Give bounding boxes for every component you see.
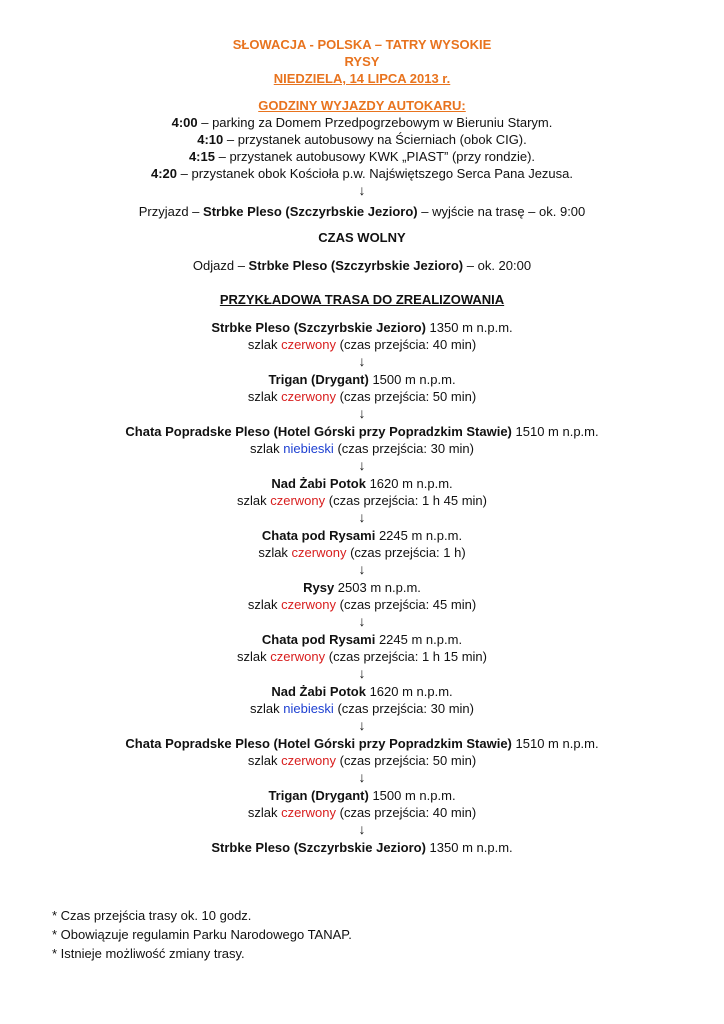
stop-line [0,319,724,336]
stop-line [0,683,724,700]
trail-prefix: szlak [237,493,271,508]
departure-text: – parking za Domem Przedpogrzebowym w Bieruniu Starym. [197,115,553,130]
trail-line [0,804,724,821]
departure-item [0,148,724,165]
stop-line [0,839,724,856]
trail-time: (czas przejścia: 40 min) [336,337,477,352]
route-stop [0,423,724,475]
trail-color: niebieski [283,701,334,716]
return-suffix: – ok. 20:00 [463,258,532,273]
document-header [0,36,724,87]
trail-time: (czas przejścia: 30 min) [333,441,474,456]
departure-time: 4:15 [188,149,215,164]
header-date: NIEDZIELA, 14 LIPCA 2013 r. [273,71,451,86]
arrow-down-icon: ↓ [358,821,366,837]
arrival-prefix: Przyjazd – [138,204,204,219]
arrival-suffix: – wyjście na trasę – ok. 9:00 [417,204,586,219]
stop-name: Nad Żabi Potok [271,684,366,699]
header-subtitle: RYSY [344,54,380,69]
note-item: * Czas przejścia trasy ok. 10 godz. [52,908,252,923]
departure-text: – przystanek autobusowy na Ścierniach (obok CIG). [223,132,527,147]
return-place: Strbke Pleso (Szczyrbskie Jezioro) [248,258,464,273]
trail-prefix: szlak [247,805,282,820]
stop-name: Nad Żabi Potok [271,476,366,491]
departure-item [0,165,724,182]
route-list [0,319,724,891]
trail-time: (czas przejścia: 1 h 45 min) [325,493,487,508]
route-stop [0,319,724,371]
stop-line [0,527,724,544]
stop-line [0,475,724,492]
stop-altitude: 1510 m n.p.m. [511,736,599,751]
stop-name: Rysy [303,580,335,595]
arrow-down-icon: ↓ [358,182,366,198]
trail-prefix: szlak [258,545,292,560]
departure-time: 4:10 [197,132,224,147]
route-stop [0,475,724,527]
stop-altitude: 1510 m n.p.m. [511,424,599,439]
note-item: * Obowiązuje regulamin Parku Narodowego TANAP. [52,927,352,942]
departure-item [0,131,724,148]
stop-name: Strbke Pleso (Szczyrbskie Jezioro) [211,320,426,335]
stop-line [0,787,724,804]
departure-text: – przystanek obok Kościoła p.w. Najświętszego Serca Pana Jezusa. [177,166,574,181]
trail-color: niebieski [283,441,334,456]
trail-line [0,700,724,717]
stop-name: Chata pod Rysami [261,632,376,647]
return-departure-line [0,257,724,274]
departures-section [0,97,724,199]
trail-time: (czas przejścia: 45 min) [336,597,477,612]
stop-line [0,371,724,388]
trail-color: czerwony [281,337,336,352]
note-item: * Istnieje możliwość zmiany trasy. [52,946,245,961]
stop-line [0,631,724,648]
stop-line [0,423,724,440]
header-title: SŁOWACJA - POLSKA – TATRY WYSOKIE [232,37,492,52]
arrival-line [0,203,724,220]
route-stop [0,787,724,839]
route-stop [0,839,724,891]
trail-prefix: szlak [247,753,282,768]
trail-color: czerwony [270,493,326,508]
trail-color: czerwony [281,805,336,820]
departure-item [0,114,724,131]
notes [52,906,352,963]
trail-color: czerwony [281,753,336,768]
stop-altitude: 1500 m n.p.m. [368,788,456,803]
stop-altitude: 1620 m n.p.m. [365,684,453,699]
stop-altitude: 2503 m n.p.m. [334,580,421,595]
stop-name: Trigan (Drygant) [268,372,369,387]
trail-prefix: szlak [247,337,282,352]
departures-title: GODZINY WYJAZDY AUTOKARU: [258,98,466,113]
trail-time: (czas przejścia: 50 min) [336,389,477,404]
stop-altitude: 1350 m n.p.m. [425,320,513,335]
stop-altitude: 1620 m n.p.m. [365,476,453,491]
arrow-down-icon: ↓ [358,405,366,421]
arrow-down-icon: ↓ [358,717,366,733]
stop-altitude: 1500 m n.p.m. [368,372,456,387]
trail-time: (czas przejścia: 40 min) [336,805,477,820]
stop-name: Chata Popradske Pleso (Hotel Górski przy Popradzkim Stawie) [125,424,512,439]
stop-name: Strbke Pleso (Szczyrbskie Jezioro) [211,840,426,855]
stop-altitude: 2245 m n.p.m. [375,632,463,647]
trail-color: czerwony [270,649,326,664]
arrow-down-icon: ↓ [358,561,366,577]
departure-time: 4:20 [150,166,178,181]
stop-name: Trigan (Drygant) [268,788,369,803]
departure-text: – przystanek autobusowy KWK „PIAST” (przy rondzie). [214,149,536,164]
trail-time: (czas przejścia: 50 min) [336,753,477,768]
route-stop [0,683,724,735]
trail-line [0,752,724,769]
trail-prefix: szlak [247,389,282,404]
arrival-place: Strbke Pleso (Szczyrbskie Jezioro) [203,204,418,219]
arrow-down-icon: ↓ [358,665,366,681]
arrow-down-icon: ↓ [358,769,366,785]
trail-prefix: szlak [250,441,284,456]
trail-line [0,544,724,561]
trail-line [0,648,724,665]
route-title [0,291,724,308]
trail-color: czerwony [281,389,336,404]
trail-line [0,492,724,509]
stop-name: Chata Popradske Pleso (Hotel Górski przy Popradzkim Stawie) [125,736,512,751]
arrow-down-icon: ↓ [358,509,366,525]
route-stop [0,735,724,787]
trail-line [0,388,724,405]
route-stop [0,371,724,423]
free-time-label: CZAS WOLNY [318,230,406,245]
trail-line [0,336,724,353]
trail-line [0,596,724,613]
trail-time: (czas przejścia: 1 h 15 min) [325,649,487,664]
trail-line [0,440,724,457]
route-stop [0,579,724,631]
stop-line [0,579,724,596]
stop-name: Chata pod Rysami [261,528,376,543]
arrow-down-icon: ↓ [358,353,366,369]
departure-time: 4:00 [171,115,198,130]
route-title-label: PRZYKŁADOWA TRASA DO ZREALIZOWANIA [219,292,505,307]
arrow-down-icon: ↓ [358,457,366,473]
route-stop [0,631,724,683]
trail-time: (czas przejścia: 30 min) [333,701,474,716]
trail-time: (czas przejścia: 1 h) [346,545,466,560]
trail-prefix: szlak [247,597,282,612]
trail-color: czerwony [281,597,336,612]
stop-altitude: 2245 m n.p.m. [375,528,463,543]
return-prefix: Odjazd – [192,258,249,273]
stop-altitude: 1350 m n.p.m. [425,840,513,855]
trail-prefix: szlak [237,649,271,664]
trail-color: czerwony [291,545,347,560]
free-time-heading [0,229,724,246]
stop-line [0,735,724,752]
route-stop [0,527,724,579]
trail-prefix: szlak [250,701,284,716]
arrow-down-icon: ↓ [358,613,366,629]
